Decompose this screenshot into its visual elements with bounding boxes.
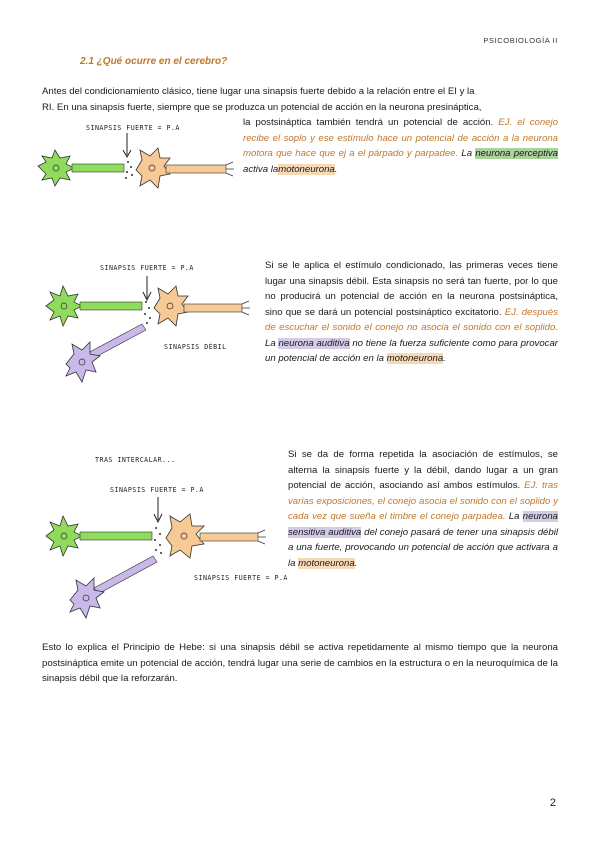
block1-example: EJ. el conejo recibe el soplo y ese estímulo hace un potencial de acción a la neurona motora que hace que ej a el párpado y parpadee. <box>243 117 558 159</box>
highlight-motoneurona: motoneurona <box>278 163 335 175</box>
diagram3-label-strong2: SINAPSIS FUERTE = P.A <box>194 574 288 582</box>
diagram1-label: SINAPSIS FUERTE = P.A <box>86 124 180 132</box>
highlight-neurona-perceptiva: neurona perceptiva <box>475 148 559 159</box>
highlight-motoneurona-3: motoneurona <box>298 557 355 569</box>
diagram3-label-strong: SINAPSIS FUERTE = P.A <box>110 486 204 494</box>
page-header: PSICOBIOLOGÍA II <box>483 36 558 45</box>
block3-text: Si se da de forma repetida la asociación de estímulos, se alterna la sinapsis fuerte y la débil, dando lugar a un gran potencial de acción, asociando así ambos estímulos. <box>288 449 558 491</box>
block1-paragraph: la postsináptica también tendrá un potencial de acción. EJ. el conejo recibe el soplo y ese estímulo hace un potencial de acción a la neurona motora que hace que ej a el párpado y parpadee. La neurona perceptiva activa lamotoneurona. <box>243 117 559 175</box>
conclusion-paragraph: Esto lo explica el Principio de Hebe: si una sinapsis débil se activa repetidamente al mismo tiempo que la neurona postsináptica emite un potencial de acción, tendrá lugar una serie de cambios en la estructura o en la neuroquímica de la sinapsis débil que la reforzarán. <box>42 642 558 684</box>
block1-ex-b: activa la <box>243 163 279 175</box>
intro-line-1: Antes del condicionamiento clásico, tiene lugar una sinapsis fuerte debido a la relación entre el EI y la <box>42 86 475 97</box>
section-title: 2.1 ¿Qué ocurre en el cerebro? <box>80 56 228 67</box>
block2-paragraph: Si se le aplica el estímulo condicionado, las primeras veces tiene lugar una sinapsis débil. Esta sinapsis no será tan fuerte, por lo que no producirá un potencial de acción en la neurona postsináptica, sino que se dará un potencial postsináptico excitatorio. EJ. después de escuchar el sonido el conejo no asocia el sonido con el soplido. La neurona auditiva no tiene la fuerza suficiente como para provocar un potencial de acción en la motoneurona. <box>265 260 558 364</box>
highlight-neurona-auditiva: neurona auditiva <box>278 337 350 349</box>
block1-ex-a: La <box>461 148 473 159</box>
diagram3-label-top: TRAS INTERCALAR... <box>95 456 176 464</box>
highlight-motoneurona-2: motoneurona <box>386 353 444 364</box>
block3-paragraph: Si se da de forma repetida la asociación de estímulos, se alterna la sinapsis fuerte y la débil, dando lugar a un gran potencial de acción, asociando así ambos estímulos. EJ. tras varias exposiciones, el conejo asocia el sonido con el soplido y cada vez que sueña el timbre el conejo parpadea. La neurona sensitiva auditiva del conejo pasará de tener una sinapsis débil a una fuerte, provocando un potencial de acción que activara a la motoneurona. <box>288 449 559 569</box>
diagram2-label-weak: SINAPSIS DÉBIL <box>164 343 227 351</box>
block2-text: Si se le aplica el estímulo condicionado, las primeras veces tiene lugar una sinapsis débil. Esta sinapsis no será tan fuerte, por lo que no producirá un potencial de acción en la neurona postsináptica, sino que se dará un potencial postsináptico excitatorio. <box>265 260 558 318</box>
intro-line-2: RI. En una sinapsis fuerte, siempre que se produzca un potencial de acción en la neurona presináptica, <box>42 101 482 113</box>
block1-text: la postsináptica también tendrá un potencial de acción. <box>243 117 494 128</box>
highlight-neurona-sensitiva: neurona sensitiva auditiva <box>288 511 559 538</box>
block2-example: EJ. después de escuchar el sonido el conejo no asocia el sonido con el soplido. <box>265 306 558 333</box>
page-number: 2 <box>549 797 556 809</box>
block3-example: EJ. tras varias exposiciones, el conejo asocia el sonido con el soplido y cada vez que sueña el timbre el conejo parpadea. <box>288 480 558 522</box>
diagram2-label-strong: SINAPSIS FUERTE = P.A <box>100 264 194 272</box>
